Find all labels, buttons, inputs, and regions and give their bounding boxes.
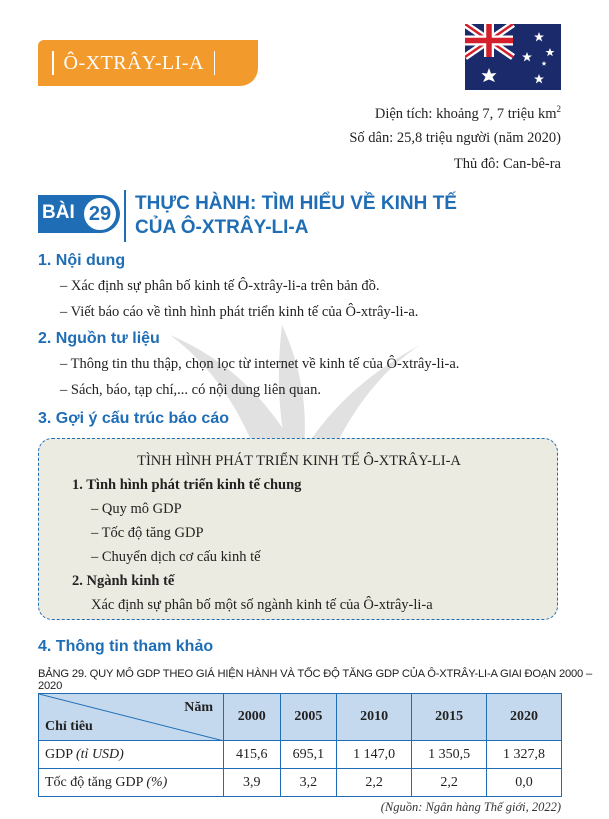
- lesson-number: 29: [81, 195, 119, 233]
- header-divider-left: [52, 51, 54, 75]
- report-part-1-item: – Tốc độ tăng GDP: [91, 525, 204, 541]
- table-row: [39, 769, 562, 797]
- section-1-item: – Viết báo cáo về tình hình phát triển kinh tế của Ô-xtrây-li-a.: [60, 304, 419, 320]
- section-2-item: – Thông tin thu thập, chọn lọc từ internet về kinh tế của Ô-xtrây-li-a.: [60, 356, 460, 372]
- year-header: 2005: [280, 694, 337, 741]
- corner-year-label: Năm: [184, 700, 213, 715]
- area-info: Diện tích: khoảng 7, 7 triệu $km^2$: [374, 104, 561, 122]
- section-3-heading: 3. Gợi ý cấu trúc báo cáo: [38, 410, 229, 427]
- population-info: Số dân: 25,8 triệu người (năm 2020): [349, 130, 561, 146]
- table-header-row: [39, 694, 562, 741]
- row-label: GDP (tỉ USD): [39, 741, 224, 769]
- lesson-label: BÀI: [42, 202, 75, 223]
- country-header-tab: [38, 40, 258, 86]
- table-cell: 3,9: [224, 769, 281, 797]
- section-4-heading: 4. Thông tin tham khảo: [38, 638, 214, 655]
- table-cell: 2,2: [337, 769, 412, 797]
- country-title: Ô-XTRÂY-LI-A: [63, 51, 204, 74]
- table-cell: 0,0: [487, 769, 562, 797]
- report-structure-box: [38, 438, 558, 620]
- row-label: Tốc độ tăng GDP (%): [39, 769, 224, 797]
- year-header: 2020: [487, 694, 562, 741]
- lesson-divider: [124, 190, 126, 242]
- table-cell: 1 147,0: [337, 741, 412, 769]
- table-cell: 415,6: [224, 741, 281, 769]
- table-caption: BẢNG 29. QUY MÔ GDP THEO GIÁ HIỆN HÀNH VÀ TỐC ĐỘ TĂNG GDP CỦA Ô-XTRÂY-LI-A GIAI ĐOẠN 2000 – 2020: [38, 668, 592, 692]
- year-header: 2015: [412, 694, 487, 741]
- gdp-table: [38, 693, 562, 797]
- year-header: 2000: [224, 694, 281, 741]
- year-header: 2010: [337, 694, 412, 741]
- header-divider-right: [214, 51, 216, 75]
- lesson-title: THỰC HÀNH: TÌM HIỂU VỀ KINH TẾ CỦA Ô-XTRÂY-LI-A: [135, 193, 457, 238]
- australia-flag-icon: [465, 24, 561, 90]
- table-corner-cell: [39, 694, 224, 741]
- section-1-item: – Xác định sự phân bố kinh tế Ô-xtrây-li-a trên bản đồ.: [60, 278, 380, 294]
- section-2-item: – Sách, báo, tạp chí,... có nội dung liên quan.: [60, 382, 321, 398]
- table-row: [39, 741, 562, 769]
- report-part-1-item: – Chuyển dịch cơ cấu kinh tế: [91, 549, 261, 565]
- report-part-2: 2. Ngành kinh tế: [72, 573, 175, 589]
- table-source: (Nguồn: Ngân hàng Thế giới, 2022): [380, 800, 561, 814]
- report-part-2-text: Xác định sự phân bố một số ngành kinh tế của Ô-xtrây-li-a: [91, 597, 433, 613]
- report-part-1-item: – Quy mô GDP: [91, 501, 182, 517]
- table-cell: 2,2: [412, 769, 487, 797]
- report-title: TÌNH HÌNH PHÁT TRIỂN KINH TẾ Ô-XTRÂY-LI-A: [137, 453, 461, 469]
- table-cell: 1 350,5: [412, 741, 487, 769]
- table-cell: 3,2: [280, 769, 337, 797]
- corner-indicator-label: Chỉ tiêu: [45, 719, 93, 734]
- section-1-heading: 1. Nội dung: [38, 252, 126, 269]
- section-2-heading: 2. Nguồn tư liệu: [38, 330, 160, 347]
- capital-info: Thủ đô: Can-bê-ra: [453, 156, 561, 172]
- table-cell: 1 327,8: [487, 741, 562, 769]
- report-part-1: 1. Tình hình phát triển kinh tế chung: [72, 477, 302, 493]
- lesson-badge: [38, 195, 120, 233]
- table-cell: 695,1: [280, 741, 337, 769]
